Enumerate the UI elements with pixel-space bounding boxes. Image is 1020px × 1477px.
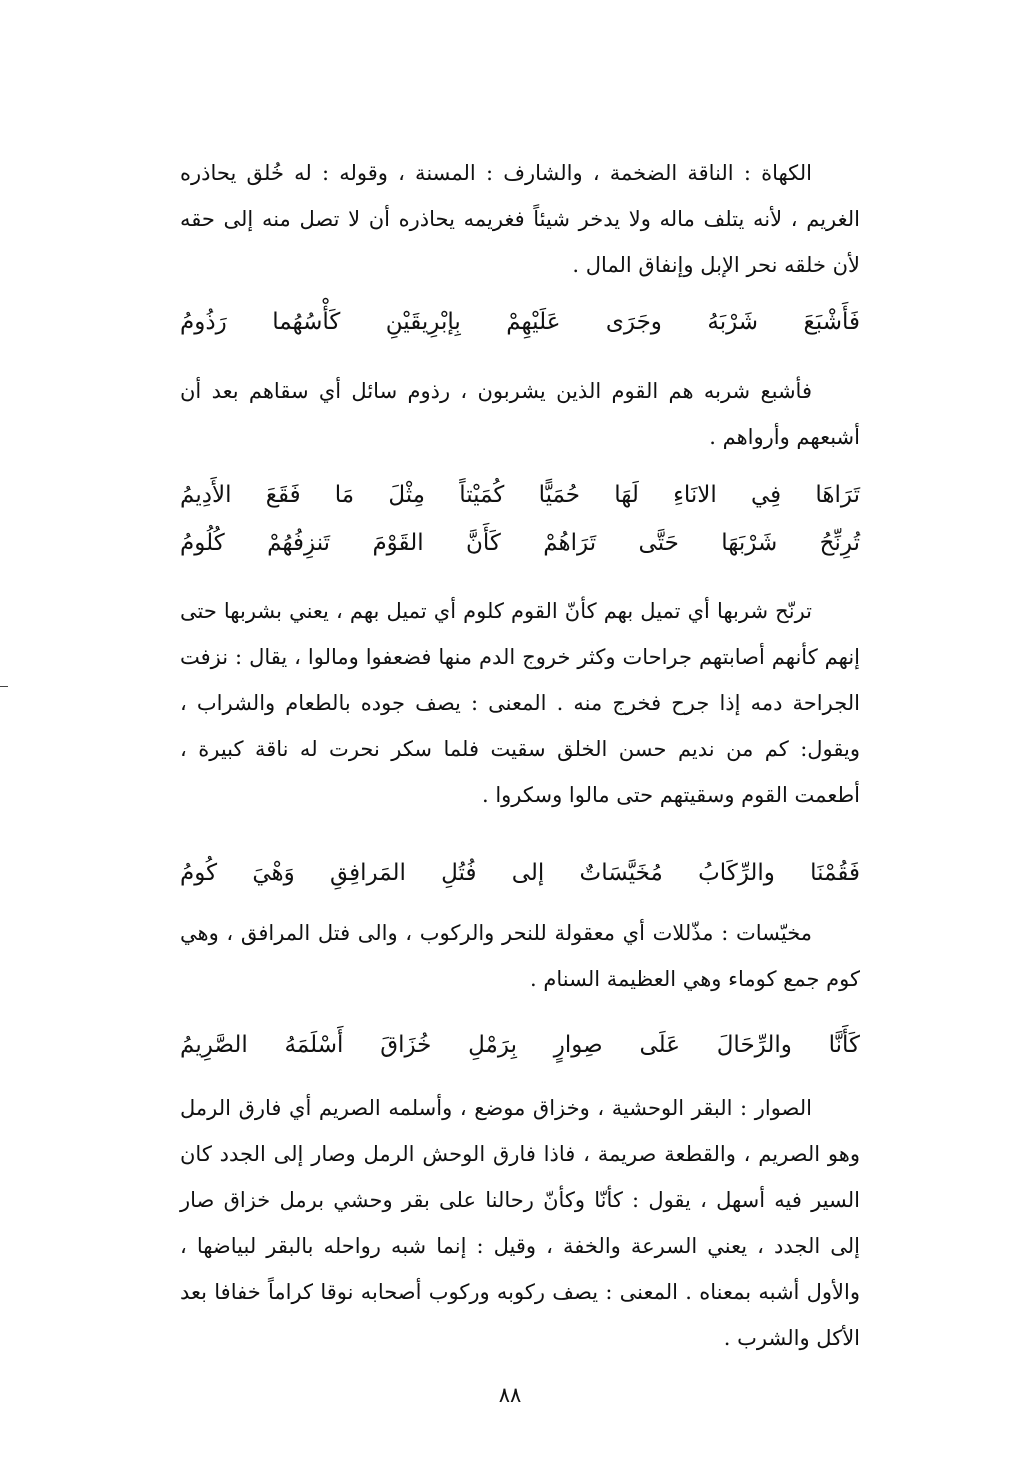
verse-line [180, 302, 860, 342]
commentary-paragraph: مخيّسات : مذّللات أي معقولة للنحر والركوب ، والى فتل المرافق ، وهي كوم جمع كوماء وهي العظيمة السنام . [180, 921, 860, 991]
verse-word: والرِّحَالَ [716, 1032, 792, 1058]
verse-word: خُزَاقَ [380, 1032, 432, 1058]
verse-word: صِوارٍ [553, 1032, 603, 1058]
verse-word: تَرَاهَا [815, 482, 860, 508]
verse-word: وَهْيَ [252, 860, 295, 886]
verse-word: الصَّرِيمُ [180, 1032, 248, 1058]
verse-word: مِثْلَ [388, 482, 426, 508]
verse-word: كَأَنَّ [465, 530, 501, 556]
verse-word: فَأَشْبَعَ [803, 309, 860, 335]
verse-word: تُرِنِّحُ [819, 530, 860, 556]
verse-word: فَقُمْنَا [810, 860, 860, 886]
verse-word: فِي [751, 482, 782, 508]
verse-word: المَرافِقِ [329, 860, 406, 886]
verse-word: تَنزِفُهُمْ [267, 530, 331, 556]
verse-word: عَلَيْهِمْ [506, 309, 561, 335]
commentary-paragraph: ترنّح شربها أي تميل بهم كأنّ القوم كلوم أي تميل بهم ، يعني بشربها حتى إنهم كأنهم أصابتهم جراحات وكثر خروج الدم منها فضعفوا ومالوا ، يقال : نزفت الجراحة دمه إذا جرح فخرج منه . المعنى : يصف جوده بالطعام والشراب ، ويقول: كم من نديم حسن الخلق سقيت فلما سكر نحرت له ناقة كبيرة ، أطعمت القوم وسقيتهم حتى مالوا وسكروا . [180, 599, 860, 807]
commentary-paragraph: الصوار : البقر الوحشية ، وخزاق موضع ، وأسلمه الصريم أي فارق الرمل وهو الصريم ، والقطعة صريمة ، فاذا فارق الوحش الرمل وصار إلى الجدد كان السير فيه أسهل ، يقول : كأنّا وكأنّ رحالنا على بقر وحشي برمل خزاق صار إلى الجدد ، يعني السرعة والخفة ، وقيل : إنما شبه رواحله بالبقر لبياضها ، والأول أشبه بمعناه . المعنى : يصف ركوبه وركوب أصحابه نوقا كراماً خفافا بعد الأكل والشرب . [180, 1096, 860, 1350]
verse-word: فُتُلِ [441, 860, 477, 886]
verse-word: الانَاءِ [673, 482, 717, 508]
verse-line [180, 523, 860, 563]
margin-mark [0, 686, 8, 687]
verse-word: فَقَعَ [265, 482, 301, 508]
verse-word: الأَدِيمُ [180, 482, 232, 508]
verse-line [180, 1025, 860, 1065]
verse-word: حُمَيًّا [538, 482, 581, 508]
verse-word: رَذُومُ [180, 309, 227, 335]
verse-word: شَرْبَهُ [707, 309, 759, 335]
verse-word: والرِّكَابُ [698, 860, 775, 886]
verse-word: حَتَّى [638, 530, 679, 556]
verse-word: وجَرَى [605, 309, 662, 335]
verse-word: إلى [511, 860, 545, 886]
verse-word: القَوْمَ [372, 530, 424, 556]
verse-line [180, 475, 860, 515]
verse-word: بِرَمْلِ [468, 1032, 517, 1058]
verse-word: لَهَا [614, 482, 639, 508]
verse-word: عَلَى [639, 1032, 680, 1058]
verse-word: كَأَنَّا [828, 1032, 860, 1058]
verse-word: تَرَاهُمْ [543, 530, 597, 556]
verse-word: كُمَيْتاً [459, 482, 505, 508]
commentary-paragraph: الكهاة : الناقة الضخمة ، والشارف : المسنة ، وقوله : له خُلق يحاذره الغريم ، لأنه يتلف ماله ولا يدخر شيئاً فغريمه يحاذره أن لا تصل منه إلى حقه لأن خلقه نحر الإبل وإنفاق المال . [180, 161, 860, 277]
verse-word: كُلُومُ [180, 530, 225, 556]
verse-word: أَسْلَمَهُ [284, 1032, 344, 1058]
verse-word: كُومُ [180, 860, 218, 886]
verse-word: شَرْبَهَا [721, 530, 778, 556]
commentary-paragraph: فأشبع شربه هم القوم الذين يشربون ، رذوم سائل أي سقاهم بعد أن أشبعهم وأرواهم . [180, 379, 860, 449]
page-number: ٨٨ [498, 1383, 522, 1407]
verse-word: مَا [334, 482, 355, 508]
verse-word: مُخَيَّسَاتٌ [579, 860, 663, 886]
verse-line [180, 853, 860, 893]
verse-word: كَأْسُهُما [272, 309, 341, 335]
verse-word: بِإبْرِيقَيْنِ [385, 309, 461, 335]
